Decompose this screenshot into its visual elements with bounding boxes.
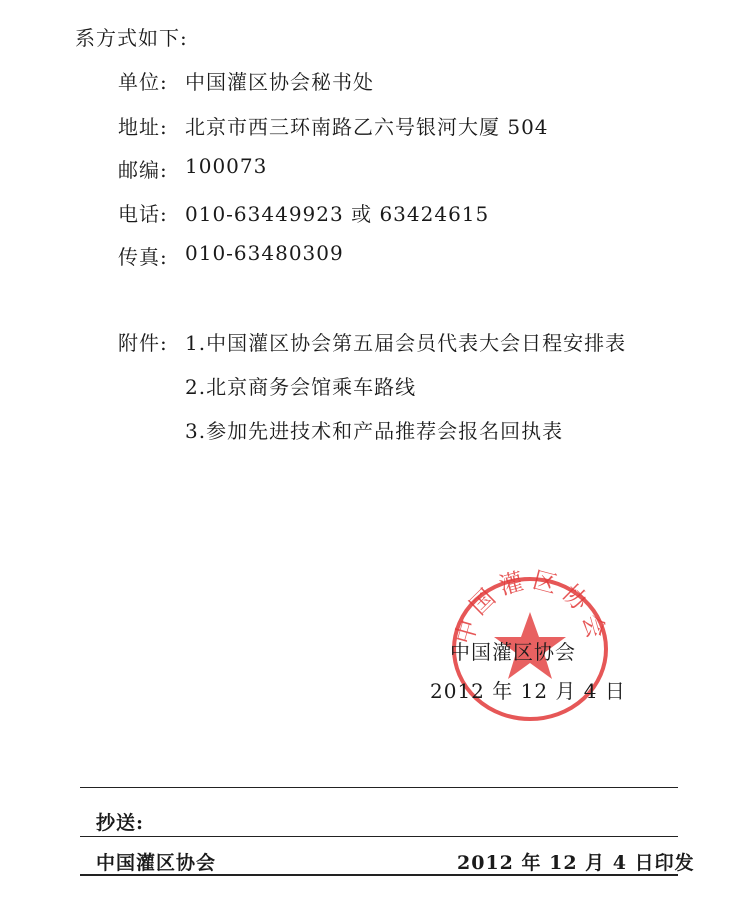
unit-label: 单位: [118, 70, 168, 94]
address-value: 北京市西三环南路乙六号银河大厦 504 [185, 115, 549, 139]
fax-label: 传真: [118, 245, 168, 269]
phone-label: 电话: [118, 202, 168, 226]
attachment-item: 1.中国灌区协会第五届会员代表大会日程安排表 [185, 331, 627, 355]
footer-divider-bottom [80, 874, 678, 876]
phone-value: 010-63449923 或 63424615 [185, 202, 490, 226]
attachments-label: 附件: [118, 331, 168, 355]
signature-org: 中国灌区协会 [450, 640, 576, 664]
postcode-label: 邮编: [118, 158, 168, 182]
cc-label: 抄送: [96, 812, 145, 834]
footer-divider [80, 787, 678, 788]
issuer-name: 中国灌区协会 [96, 852, 217, 874]
unit-value: 中国灌区协会秘书处 [185, 70, 374, 94]
fax-value: 010-63480309 [185, 241, 344, 265]
intro-text: 系方式如下: [75, 26, 188, 50]
address-label: 地址: [118, 115, 168, 139]
attachment-item: 3.参加先进技术和产品推荐会报名回执表 [185, 419, 564, 443]
attachment-item: 2.北京商务会馆乘车路线 [185, 375, 417, 399]
postcode-value: 100073 [185, 154, 268, 178]
signature-date: 2012 年 12 月 4 日 [430, 679, 626, 703]
issue-date: 2012 年 12 月 4 日印发 [457, 852, 695, 874]
footer-divider [80, 836, 678, 837]
seal-text: 中国灌区协会 [449, 567, 613, 648]
